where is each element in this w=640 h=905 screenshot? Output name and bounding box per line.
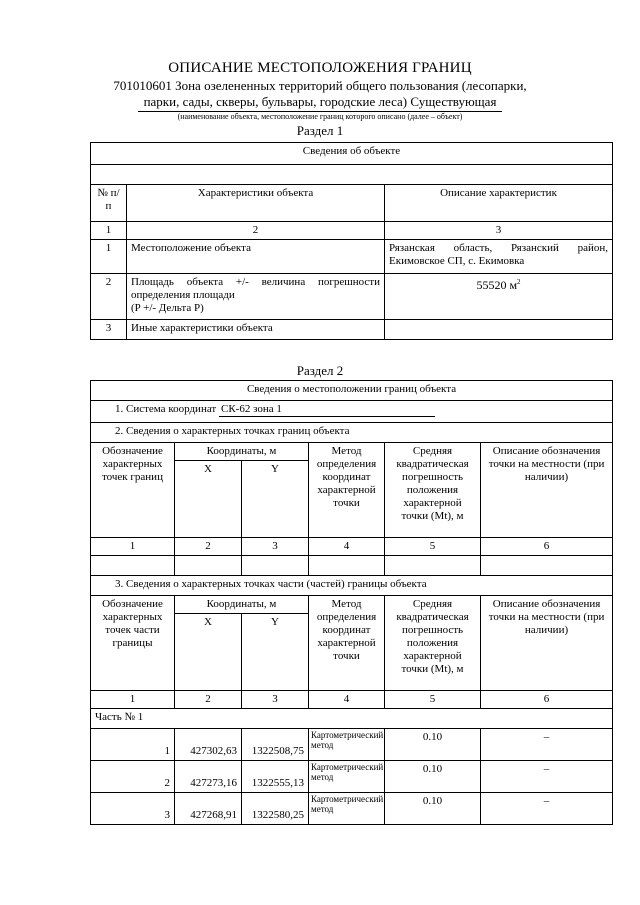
hdr-accuracy: Средняя квадратическая погрешность положения характерной точки (Mt), м — [385, 443, 481, 538]
point-y: 1322508,75 — [242, 729, 309, 761]
row-name — [127, 274, 385, 320]
document-title: ОПИСАНИЕ МЕСТОПОЛОЖЕНИЯ ГРАНИЦ — [168, 60, 472, 76]
point-num: 3 — [91, 793, 175, 825]
point-y: 1322555,13 — [242, 761, 309, 793]
num-cell: 1 — [91, 538, 175, 556]
num-cell: 4 — [309, 538, 385, 556]
point-desc: – — [481, 761, 613, 793]
section2-heading: Раздел 2 — [296, 363, 344, 378]
point-desc: – — [481, 793, 613, 825]
parts-title: 3. Сведения о характерных точках части (частей) границы объекта — [91, 576, 613, 596]
area-label: Площадь объекта +/- величина погрешности определения площади — [131, 276, 380, 301]
num-cell: 3 — [242, 538, 309, 556]
point-x: 427273,16 — [175, 761, 242, 793]
area-formula: (P +/- Дельта P) — [131, 302, 204, 314]
num-cell: 4 — [309, 691, 385, 709]
part-label: Часть № 1 — [91, 709, 613, 729]
col-char-header: Характеристики объекта — [127, 185, 385, 222]
boundary-table — [90, 380, 613, 825]
num-cell: 3 — [385, 222, 613, 240]
point-y: 1322580,25 — [242, 793, 309, 825]
object-info-table — [90, 142, 613, 340]
point-x: 427302,63 — [175, 729, 242, 761]
row-name: Местоположение объекта — [127, 240, 385, 274]
table-row — [91, 274, 613, 320]
num-cell: 1 — [91, 222, 127, 240]
object-name — [0, 78, 640, 112]
num-cell: 1 — [91, 691, 175, 709]
hdr-coords: Координаты, м — [175, 596, 309, 614]
coord-system — [91, 401, 613, 423]
hdr-coords: Координаты, м — [175, 443, 309, 461]
coord-system-value: СК-62 зона 1 — [219, 403, 435, 417]
table-row — [91, 240, 613, 274]
col-num-header: № п/п — [91, 185, 127, 222]
hdr-y: Y — [242, 614, 309, 691]
point-mt: 0.10 — [385, 761, 481, 793]
point-method: Картометрический метод — [309, 793, 385, 825]
coord-system-label: 1. Система координат — [115, 403, 217, 415]
object-info-spacer — [91, 165, 613, 185]
hdr-x: X — [175, 614, 242, 691]
object-name-line1: 701010601 Зона озелененных территорий общего пользования (лесопарки, — [113, 78, 527, 93]
point-method: Картометрический метод — [309, 729, 385, 761]
num-cell: 6 — [481, 691, 613, 709]
row-num: 3 — [91, 320, 127, 340]
object-caption: (наименование объекта, местоположение границ которого описано (далее – объект) — [177, 112, 463, 121]
row-name: Иные характеристики объекта — [127, 320, 385, 340]
object-info-title: Сведения об объекте — [91, 143, 613, 165]
point-num: 2 — [91, 761, 175, 793]
row-num: 1 — [91, 240, 127, 274]
hdr-method: Метод определения координат характерной точки — [309, 443, 385, 538]
hdr-accuracy: Средняя квадратическая погрешность положения характерной точки (Mt), м — [385, 596, 481, 691]
point-num: 1 — [91, 729, 175, 761]
hdr-descr: Описание обозначения точки на местности (при наличии) — [481, 443, 613, 538]
point-x: 427268,91 — [175, 793, 242, 825]
num-cell: 6 — [481, 538, 613, 556]
num-cell: 3 — [242, 691, 309, 709]
num-cell: 2 — [175, 538, 242, 556]
row-desc — [385, 320, 613, 340]
section1-heading: Раздел 1 — [296, 123, 344, 138]
num-cell: 2 — [175, 691, 242, 709]
num-cell: 5 — [385, 691, 481, 709]
point-mt: 0.10 — [385, 729, 481, 761]
point-mt: 0.10 — [385, 793, 481, 825]
row-desc: Рязанская область, Рязанский район, Екимовское СП, с. Екимовка — [385, 240, 613, 274]
table-row — [91, 320, 613, 340]
num-cell: 5 — [385, 538, 481, 556]
table-row — [91, 729, 613, 761]
hdr-descr: Описание обозначения точки на местности (при наличии) — [481, 596, 613, 691]
hdr-method: Метод определения координат характерной точки — [309, 596, 385, 691]
object-name-line2: парки, сады, скверы, бульвары, городские леса) Существующая — [138, 94, 503, 112]
hdr-point-part: Обозначение характерных точек части границы — [91, 596, 175, 691]
hdr-point: Обозначение характерных точек границ — [91, 443, 175, 538]
empty-row — [91, 556, 613, 576]
hdr-y: Y — [242, 461, 309, 538]
area-value: 55520 $м^2$ — [385, 274, 613, 320]
row-num: 2 — [91, 274, 127, 320]
boundary-title: Сведения о местоположении границ объекта — [91, 381, 613, 401]
point-desc: – — [481, 729, 613, 761]
table-row — [91, 793, 613, 825]
point-method: Картометрический метод — [309, 761, 385, 793]
num-cell: 2 — [127, 222, 385, 240]
col-desc-header: Описание характеристик — [385, 185, 613, 222]
table-row — [91, 761, 613, 793]
points-title: 2. Сведения о характерных точках границ объекта — [91, 423, 613, 443]
hdr-x: X — [175, 461, 242, 538]
